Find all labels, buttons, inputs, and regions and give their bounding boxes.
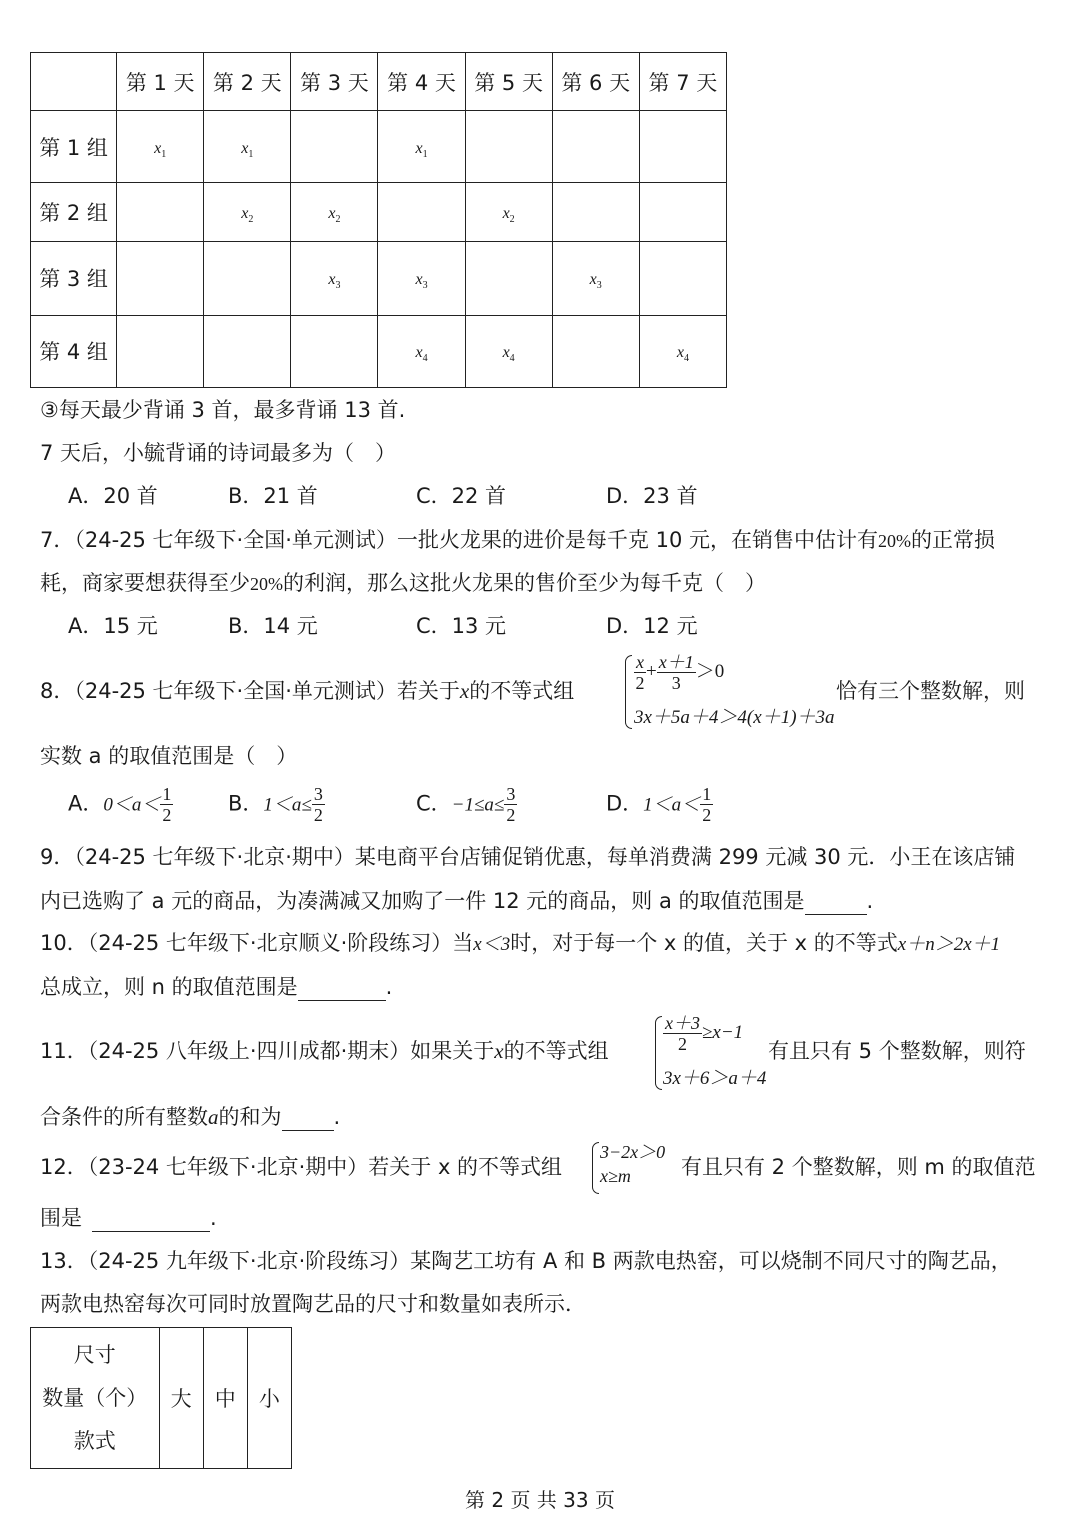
- q7-option-b[interactable]: B．14 元: [228, 614, 318, 638]
- q8-option-d-den: 2: [702, 805, 712, 825]
- q8-option-b-den: 2: [313, 805, 323, 825]
- q11-lead-text-b: 的不等式组: [503, 1039, 609, 1063]
- schedule-corner-cell: [31, 53, 117, 111]
- schedule-row: [31, 241, 727, 315]
- kiln-header-large: 大: [159, 1328, 203, 1469]
- schedule-cell: [378, 315, 465, 387]
- q11-line2-text-b: 的和为: [218, 1105, 282, 1129]
- q7-text-d: 的利润，那么这批火龙果的售价至少为每千克（ ）: [283, 571, 766, 595]
- q10-text-b: 时，对于每一个 x 的值，关于 x 的不等式: [510, 931, 898, 955]
- q8-option-d[interactable]: [606, 784, 713, 825]
- q11-lead-text: 11．（24-25 八年级上·四川成都·期末）如果关于: [40, 1039, 495, 1063]
- schedule-group-label: 第 4 组: [31, 315, 117, 387]
- schedule-cell-var: [415, 271, 428, 292]
- q11-line2: [40, 1103, 340, 1131]
- q8-brace: [625, 655, 632, 729]
- q7-option-a[interactable]: A．15 元: [68, 614, 158, 638]
- q12-answer-blank[interactable]: [92, 1209, 210, 1232]
- schedule-var-sub: 3: [596, 280, 602, 292]
- q8-option-b-label: B．: [228, 791, 264, 816]
- q8-option-d-expr: 1＜a＜: [643, 794, 701, 816]
- q8-frac2: [657, 652, 696, 693]
- schedule-cell-var: [502, 344, 515, 365]
- q8-option-c[interactable]: [416, 784, 517, 825]
- q8-option-d-frac: [700, 784, 713, 825]
- q12-end: .: [210, 1206, 217, 1230]
- q8-option-d-num: 1: [702, 784, 712, 804]
- q8-option-c-label: C．: [416, 791, 452, 816]
- q12-line2-text: 围是: [40, 1206, 82, 1230]
- q13-line2: 两款电热窑每次可同时放置陶艺品的尺寸和数量如表所示．: [40, 1292, 586, 1316]
- schedule-cell-var: [589, 271, 602, 292]
- rule-3: ③每天最少背诵 3 首，最多背诵 13 首.: [40, 398, 406, 422]
- schedule-group-label: 第 3 组: [31, 241, 117, 315]
- schedule-cell: [291, 241, 378, 315]
- q8-system-row2: 3x＋5a＋4＞4(x＋1)＋3a: [634, 707, 835, 728]
- schedule-row: [31, 183, 727, 241]
- schedule-cell-var: [241, 204, 254, 226]
- schedule-var-name: x: [241, 204, 249, 222]
- schedule-var-sub: 3: [335, 280, 341, 292]
- schedule-cell: [639, 315, 726, 387]
- schedule-cell-var: [502, 204, 515, 226]
- q8-lead-text: 8．（24-25 七年级下·全国·单元测试）若关于: [40, 679, 460, 703]
- schedule-cell: [639, 111, 726, 183]
- schedule-var-sub: 2: [509, 214, 515, 226]
- q8-option-b-num: 3: [313, 784, 323, 804]
- q8-option-b-frac: [312, 784, 325, 825]
- q11-lead: [40, 1037, 609, 1065]
- q8-option-a-den: 2: [162, 805, 172, 825]
- q10-line2: [40, 973, 392, 1001]
- schedule-var-name: x: [415, 344, 423, 362]
- q8-frac2-num: x＋1: [658, 652, 694, 672]
- kiln-table: [30, 1327, 292, 1469]
- schedule-cell: [465, 315, 552, 387]
- q7-line2: [40, 569, 766, 598]
- q9-line2: [40, 887, 873, 915]
- q8-option-c-den: 2: [506, 805, 516, 825]
- schedule-cell: [552, 111, 639, 183]
- schedule-var-name: x: [502, 204, 510, 222]
- q11-line2-text: 合条件的所有整数: [40, 1105, 208, 1129]
- q11-end: .: [333, 1105, 341, 1129]
- q8-option-c-num: 3: [506, 784, 516, 804]
- q12-brace: [592, 1142, 599, 1194]
- schedule-day-header: 第 1 天: [117, 53, 204, 111]
- schedule-var-sub: 2: [335, 214, 341, 226]
- schedule-cell: [291, 111, 378, 183]
- schedule-cell: [639, 183, 726, 241]
- q11-tail: 有且只有 5 个整数解，则符: [768, 1039, 1026, 1063]
- q7-percent: 20%: [877, 531, 911, 551]
- schedule-var-sub: 4: [509, 353, 515, 365]
- schedule-cell-var: [328, 271, 341, 292]
- q6-option-b[interactable]: B．21 首: [228, 484, 318, 508]
- q8-option-b[interactable]: [228, 784, 325, 825]
- kiln-corner-style: 款式: [73, 1428, 116, 1453]
- schedule-var-sub: 2: [248, 214, 254, 226]
- q12-tail: 有且只有 2 个整数解，则 m 的取值范: [681, 1155, 1036, 1179]
- schedule-cell: [204, 111, 291, 183]
- q12-lead: 12．（23-24 七年级下·北京·期中）若关于 x 的不等式组: [40, 1155, 563, 1179]
- q8-lead: [40, 677, 574, 705]
- q7-text-b: 的正常损: [910, 528, 995, 552]
- schedule-var-sub: 4: [422, 353, 428, 365]
- q10-line1: [40, 929, 1000, 959]
- q8-option-a-num: 1: [162, 784, 172, 804]
- kiln-header-medium: 中: [203, 1328, 247, 1469]
- q8-option-a-frac: [160, 784, 173, 825]
- q8-plus: +: [646, 660, 657, 682]
- q8-lead-text-b: 的不等式组: [469, 679, 575, 703]
- q8-frac1: [634, 652, 646, 693]
- kiln-corner-cell: [31, 1328, 160, 1469]
- schedule-cell: [291, 183, 378, 241]
- q10-text-a: 10．（24-25 七年级下·北京顺义·阶段练习）当: [40, 931, 474, 955]
- q11-var: x: [494, 1039, 504, 1063]
- kiln-corner-count: 数量（个）: [42, 1385, 148, 1410]
- schedule-cell: [378, 111, 465, 183]
- schedule-day-header: 第 7 天: [639, 53, 726, 111]
- schedule-var-name: x: [589, 271, 597, 289]
- q8-gt0: ＞0: [695, 660, 725, 682]
- schedule-day-header: 第 3 天: [291, 53, 378, 111]
- q8-frac1-num: x: [636, 652, 644, 672]
- q12-system-row1: 3−2x＞0: [600, 1142, 666, 1162]
- q6-option-a[interactable]: A．20 首: [68, 484, 158, 508]
- q9-end: .: [866, 889, 874, 913]
- schedule-var-name: x: [502, 344, 510, 362]
- schedule-cell: [204, 241, 291, 315]
- schedule-var-name: x: [241, 139, 249, 157]
- q9-answer-blank[interactable]: [805, 892, 867, 915]
- kiln-header-row: [31, 1328, 292, 1469]
- q9-line1: 9．（24-25 七年级下·北京·期中）某电商平台店铺促销优惠，每单消费满 299 元减 30 元．小王在该店铺: [40, 845, 1016, 869]
- kiln-header-small: 小: [247, 1328, 291, 1469]
- q8-var: x: [459, 679, 470, 703]
- schedule-var-sub: 4: [683, 353, 689, 365]
- schedule-cell-var: [415, 344, 428, 365]
- q8-option-c-frac: [504, 784, 517, 825]
- q8-frac2-den: 3: [671, 673, 681, 693]
- q10-cond: x＜3: [473, 934, 511, 955]
- schedule-cell: [291, 315, 378, 387]
- schedule-row: [31, 111, 727, 183]
- schedule-cell: [378, 183, 465, 241]
- q11-row1-tail: ≥x−1: [702, 1021, 744, 1043]
- schedule-day-header: 第 4 天: [378, 53, 465, 111]
- q8-tail: 恰有三个整数解，则: [836, 679, 1025, 703]
- kiln-corner-size: 尺寸: [73, 1342, 116, 1367]
- schedule-day-header: 第 6 天: [552, 53, 639, 111]
- q8-line2: 实数 a 的取值范围是（ ）: [40, 744, 298, 768]
- q9-line2-text: 内已选购了 a 元的商品，为凑满减又加购了一件 12 元的商品，则 a 的取值范围是: [40, 889, 805, 913]
- q11-answer-blank[interactable]: [282, 1108, 334, 1131]
- q6-option-c[interactable]: C．22 首: [416, 484, 507, 508]
- schedule-cell: [465, 183, 552, 241]
- schedule-day-header: 第 2 天: [204, 53, 291, 111]
- schedule-row: [31, 315, 727, 387]
- q11-frac-den: 2: [678, 1034, 687, 1054]
- schedule-group-label: 第 1 组: [31, 111, 117, 183]
- schedule-cell: [465, 241, 552, 315]
- schedule-cell: [117, 241, 204, 315]
- q12-system-row2: x≥m: [600, 1166, 631, 1186]
- q11-system-row1: [663, 1013, 743, 1054]
- schedule-var-sub: 1: [161, 148, 167, 160]
- q12-line2: [40, 1204, 217, 1232]
- schedule-cell: [204, 183, 291, 241]
- q11-frac-num: x＋3: [665, 1013, 700, 1033]
- q6-stem: 7 天后，小毓背诵的诗词最多为（ ）: [40, 441, 397, 465]
- q8-option-a[interactable]: [68, 784, 173, 825]
- q8-system-row1: [634, 652, 724, 693]
- q11-var2: a: [208, 1105, 219, 1129]
- schedule-var-sub: 1: [422, 148, 428, 160]
- q7-line1: [40, 526, 995, 555]
- q11-frac: [663, 1013, 702, 1054]
- q7-text-a: 7．（24-25 七年级下·全国·单元测试）一批火龙果的进价是每千克 10 元，在销售中估计有: [40, 528, 878, 552]
- schedule-cell-var: [415, 139, 428, 160]
- schedule-cell: [465, 111, 552, 183]
- q7-percent-2: 20%: [250, 574, 283, 594]
- schedule-cell-var: [154, 139, 167, 160]
- schedule-day-header: 第 5 天: [465, 53, 552, 111]
- schedule-cell: [204, 315, 291, 387]
- schedule-cell: [117, 183, 204, 241]
- schedule-var-name: x: [328, 204, 336, 222]
- q11-system-row2: 3x＋6＞a＋4: [663, 1068, 767, 1089]
- schedule-cell: [552, 241, 639, 315]
- schedule-cell: [639, 241, 726, 315]
- page-footer: 第 2 页 共 33 页: [465, 1488, 615, 1512]
- q10-end: .: [385, 975, 393, 999]
- q6-option-d[interactable]: D．23 首: [606, 484, 698, 508]
- q7-text-c: 耗，商家要想获得至少: [40, 571, 250, 595]
- schedule-cell-var: [676, 344, 689, 365]
- schedule-var-name: x: [676, 344, 684, 362]
- schedule-var-sub: 1: [248, 148, 254, 160]
- q8-option-c-expr: −1≤a≤: [451, 794, 505, 816]
- q13-line1: 13．（24-25 九年级下·北京·阶段练习）某陶艺工坊有 A 和 B 两款电热窑，可以烧制不同尺寸的陶艺品，: [40, 1249, 1012, 1273]
- q8-option-a-label: A．: [68, 791, 104, 816]
- q10-ineq: x＋n＞2x＋1: [897, 934, 1001, 955]
- q8-frac1-den: 2: [635, 673, 645, 693]
- q8-option-a-expr: 0＜a＜: [103, 794, 161, 816]
- schedule-cell-var: [241, 139, 254, 160]
- schedule-cell: [552, 183, 639, 241]
- schedule-cell: [117, 111, 204, 183]
- schedule-cell: [378, 241, 465, 315]
- schedule-cell: [552, 315, 639, 387]
- schedule-header-row: [31, 53, 727, 111]
- schedule-table: [30, 52, 727, 388]
- schedule-var-name: x: [154, 139, 162, 157]
- q8-option-d-label: D．: [606, 791, 644, 816]
- q10-line2-text: 总成立，则 n 的取值范围是: [40, 975, 298, 999]
- schedule-cell: [117, 315, 204, 387]
- q8-option-b-expr: 1＜a≤: [263, 794, 312, 816]
- schedule-var-name: x: [415, 271, 423, 289]
- q7-option-c[interactable]: C．13 元: [416, 614, 507, 638]
- q11-brace: [655, 1016, 662, 1090]
- q10-answer-blank[interactable]: [298, 978, 386, 1001]
- schedule-var-name: x: [415, 139, 423, 157]
- schedule-group-label: 第 2 组: [31, 183, 117, 241]
- schedule-var-sub: 3: [422, 280, 428, 292]
- schedule-cell-var: [328, 204, 341, 226]
- schedule-var-name: x: [328, 271, 336, 289]
- q7-option-d[interactable]: D．12 元: [606, 614, 698, 638]
